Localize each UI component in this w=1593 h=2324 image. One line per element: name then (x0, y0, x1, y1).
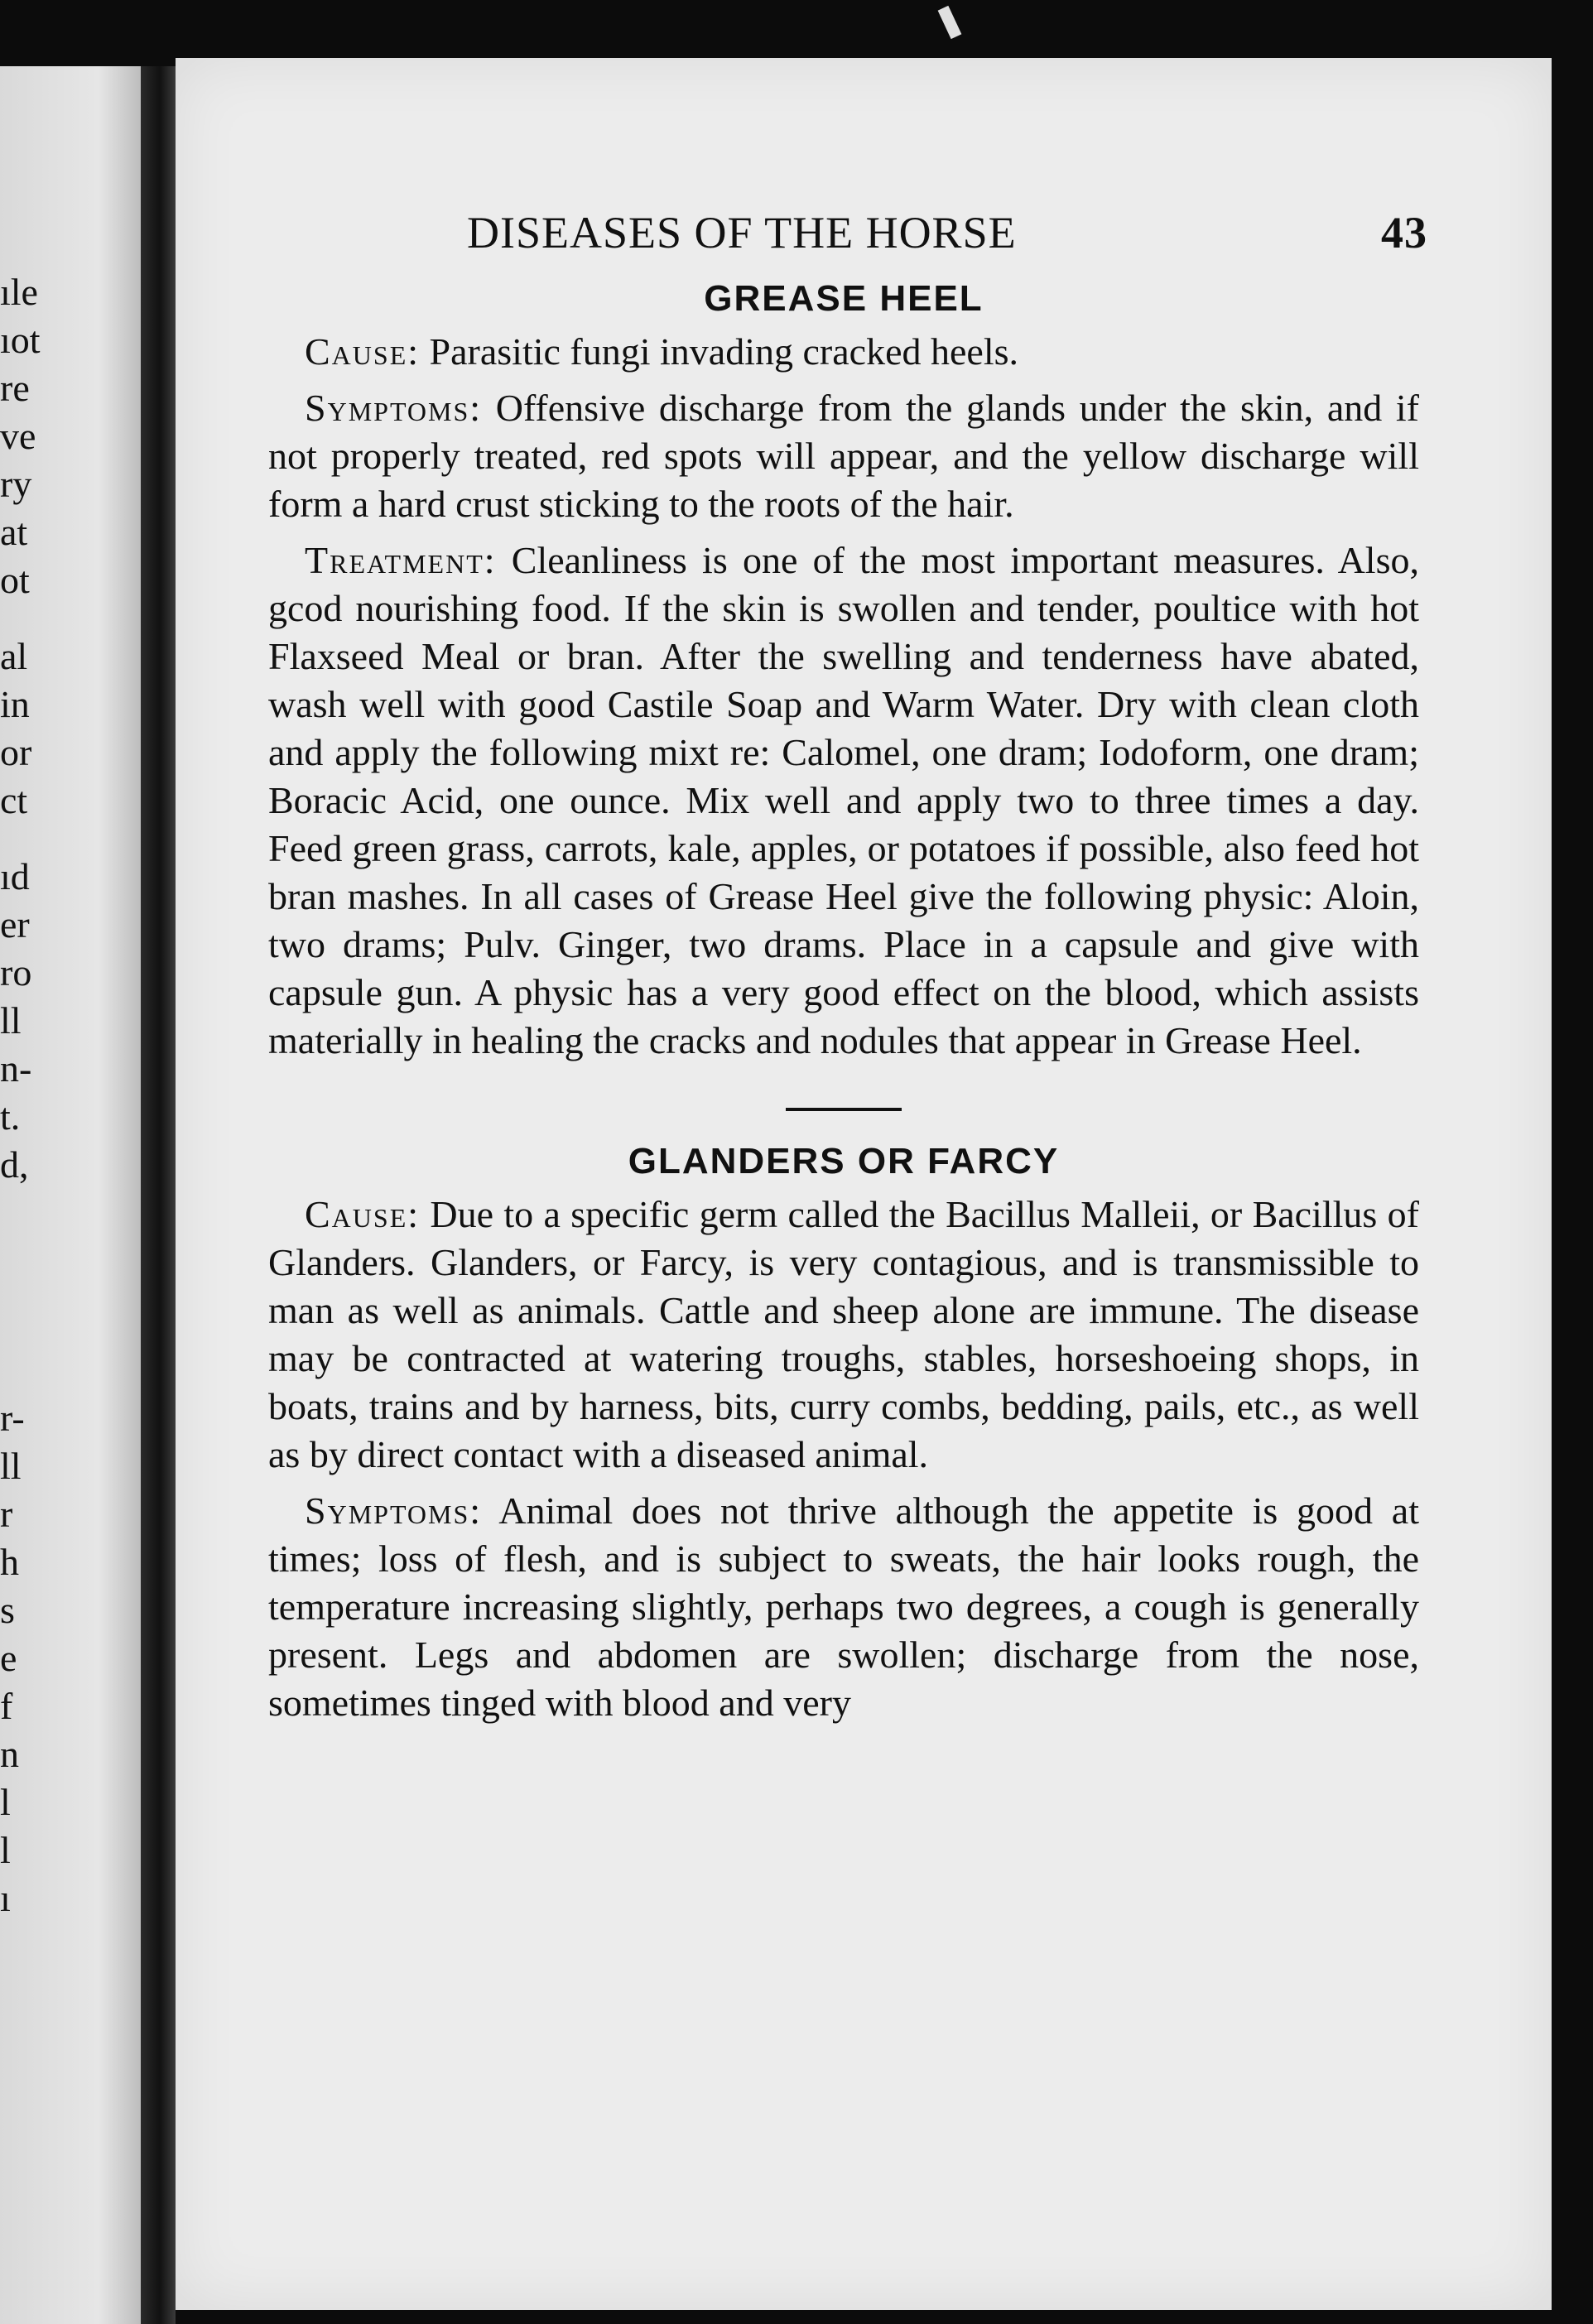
facing-page-fragment: or (0, 731, 32, 773)
facing-page-fragment: ıot (0, 319, 41, 361)
facing-page-fragment: at (0, 511, 28, 553)
page-content (268, 207, 1427, 1735)
facing-page-fragment: n (0, 1733, 19, 1775)
scan-mark (938, 6, 962, 39)
glanders-cause (268, 1191, 1419, 1479)
book-page (176, 58, 1552, 2310)
symptoms-label: Symptoms: (305, 1489, 483, 1532)
facing-page-fragment: l (0, 1781, 11, 1823)
page-number: 43 (1381, 208, 1427, 257)
section-heading-glanders: GLANDERS OR FARCY (628, 1141, 1060, 1181)
facing-page-fragment: r (0, 1493, 13, 1535)
facing-page-fragment: r- (0, 1397, 25, 1439)
running-title: DISEASES OF THE HORSE (467, 208, 1017, 257)
facing-page-fragment: re (0, 367, 30, 409)
facing-page-fragment: f (0, 1685, 13, 1727)
facing-page-fragment: ıd (0, 855, 30, 897)
facing-page-fragment: al (0, 635, 28, 677)
facing-page-fragment: ll (0, 1445, 22, 1487)
cause-text: Parasitic fungi invading cracked heels. (420, 330, 1019, 373)
section-divider (786, 1108, 902, 1111)
grease-heel-symptoms (268, 384, 1419, 528)
section-heading-grease-heel: GREASE HEEL (704, 278, 984, 319)
facing-page-fragment: t. (0, 1095, 21, 1138)
facing-page-fragment: ct (0, 779, 28, 821)
facing-page-fragment: ve (0, 415, 36, 457)
facing-page-fragment: d, (0, 1143, 29, 1186)
facing-page-fragment: l (0, 1829, 11, 1871)
symptoms-text: Offensive discharge from the glands under the skin, and if not properly treated, red spots will appear, and the yellow discharge will form a hard crust sticking to the roots of the hair. (268, 387, 1419, 525)
treatment-label: Treatment: (305, 539, 497, 581)
symptoms-text: Animal does not thrive although the appetite is good at times; loss of flesh, and is subject to sweats, the hair looks rough, the temperature increasing slightly, perhaps two degrees, a cough is generally present. Legs and abdomen are swollen; discharge from the nose, sometimes tinged with blood and very (268, 1489, 1419, 1724)
facing-page-fragment: h (0, 1541, 19, 1583)
facing-page-fragment: ı (0, 1877, 11, 1919)
glanders-symptoms (268, 1487, 1419, 1727)
facing-page-fragment: ry (0, 463, 32, 505)
symptoms-label: Symptoms: (305, 387, 483, 429)
cause-label: Cause: (305, 330, 421, 373)
treatment-text: Cleanliness is one of the most important measures. Also, gcod nourishing food. If the skin is swollen and tender, poultice with hot Flaxseed Meal or bran. After the swelling and tenderness have abated, wash well with good Castile Soap and Warm Water. Dry with clean cloth and apply the following mixt re: Calomel, one dram; Iodoform, one dram; Boracic Acid, one ounce. Mix well and apply two to three times a day. Feed green grass, carrots, kale, apples, or potatoes if possible, also feed hot bran mashes. In all cases of Grease Heel give the following physic: Aloin, two drams; Pulv. Ginger, two drams. Place in a capsule and give with capsule gun. A physic has a very good effect on the blood, which assists materially in healing the cracks and nodules that appear in Grease Heel. (268, 539, 1419, 1061)
facing-page-fragment: s (0, 1589, 15, 1631)
facing-page-left (0, 66, 141, 2324)
facing-page-fragment: ot (0, 559, 30, 601)
facing-page-fragment: er (0, 903, 30, 945)
cause-text: Due to a specific germ called the Bacillus Malleii, or Bacillus of Glanders. Glanders, or Farcy, is very contagious, and is transmissible to man as well as animals. Cattle and sheep alone are immune. The disease may be contracted at watering troughs, stables, horseshoeing shops, in boats, trains and by harness, bits, curry combs, bedding, pails, etc., as well as by direct contact with a diseased animal. (268, 1193, 1419, 1475)
grease-heel-treatment (268, 536, 1419, 1065)
facing-page-fragments (0, 66, 141, 2324)
facing-page-fragment: n- (0, 1047, 32, 1090)
facing-page-fragment: in (0, 683, 30, 725)
facing-page-fragment: ıle (0, 271, 38, 313)
facing-page-fragment: ro (0, 951, 32, 994)
book-spine (141, 66, 176, 2324)
grease-heel-cause (268, 328, 1419, 376)
cause-label: Cause: (305, 1193, 421, 1235)
facing-page-fragment: ll (0, 999, 22, 1042)
facing-page-fragment: e (0, 1637, 17, 1679)
running-head (268, 207, 1427, 273)
